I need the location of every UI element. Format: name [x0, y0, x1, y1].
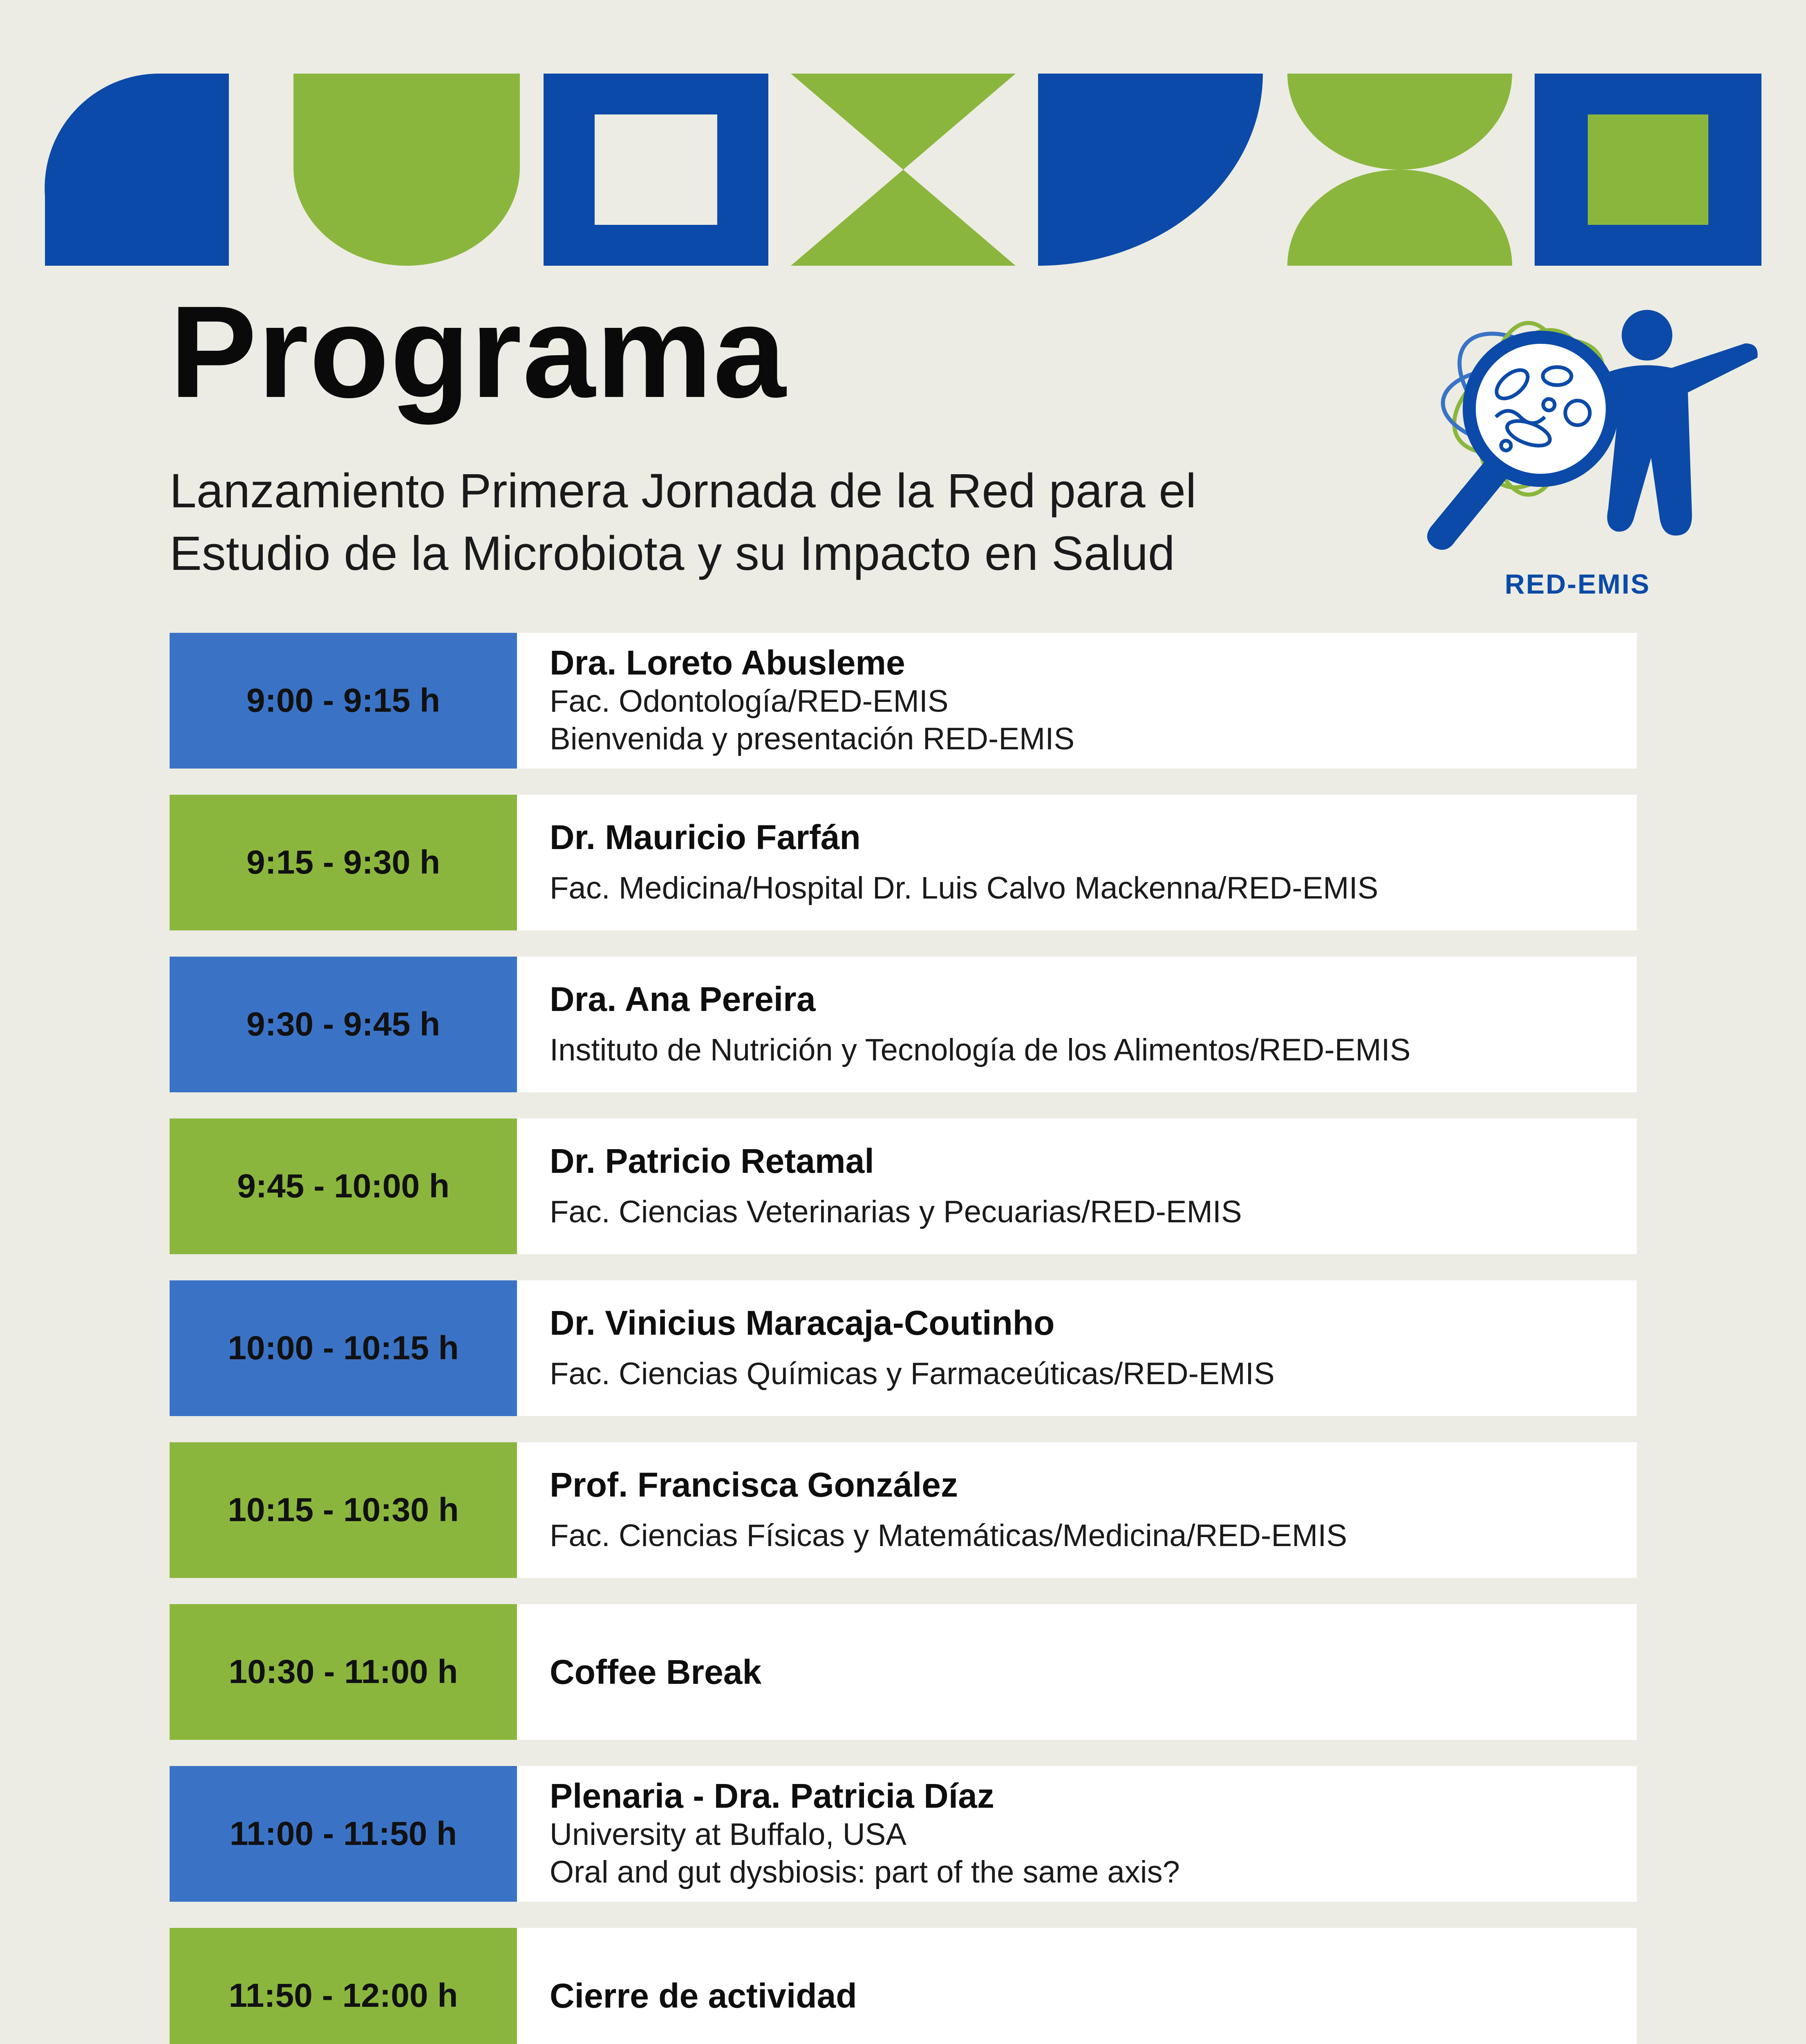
time-slot: 10:00 - 10:15 h [170, 1280, 517, 1416]
speaker-name: Coffee Break [550, 1652, 762, 1691]
speaker-name: Dr. Patricio Retamal [550, 1142, 874, 1181]
session-info [517, 1604, 1637, 1740]
time-slot: 10:15 - 10:30 h [170, 1442, 517, 1578]
session-detail: Instituto de Nutrición y Tecnología de los Alimentos/RED-EMIS [550, 1032, 1411, 1067]
session-info [517, 957, 1637, 1092]
schedule-row [170, 1604, 1637, 1740]
time-slot: 10:30 - 11:00 h [170, 1604, 517, 1740]
time-slot: 9:45 - 10:00 h [170, 1118, 517, 1254]
session-info [517, 795, 1637, 930]
green-hourglass-shape [791, 74, 1016, 266]
speaker-name: Dr. Mauricio Farfán [550, 818, 861, 857]
red-emis-logo [1406, 286, 1766, 613]
top-decorative-band [0, 37, 1806, 266]
subtitle-line: Lanzamiento Primera Jornada de la Red para el [170, 464, 1197, 518]
schedule-row [170, 795, 1637, 930]
schedule-row [170, 1766, 1637, 1902]
session-detail: Fac. Medicina/Hospital Dr. Luis Calvo Mackenna/RED-EMIS [550, 870, 1379, 905]
magnifier-person-microbe-icon [1406, 286, 1766, 613]
session-info [517, 1766, 1637, 1902]
session-info [517, 1928, 1637, 2044]
schedule-row [170, 633, 1637, 769]
session-detail: Oral and gut dysbiosis: part of the same axis? [550, 1855, 1180, 1890]
blue-d-shape [1038, 74, 1263, 266]
schedule-row [170, 1280, 1637, 1416]
schedule-table [170, 633, 1637, 2044]
time-slot: 11:50 - 12:00 h [170, 1928, 517, 2044]
page-title: Programa [170, 278, 787, 425]
session-info [517, 1118, 1637, 1254]
session-detail: Fac. Ciencias Veterinarias y Pecuarias/RED-EMIS [550, 1194, 1242, 1229]
page-subtitle [170, 460, 1396, 585]
session-detail: Fac. Ciencias Químicas y Farmaceúticas/RED-EMIS [550, 1356, 1275, 1391]
session-info [517, 1442, 1637, 1578]
time-slot: 9:30 - 9:45 h [170, 957, 517, 1092]
session-detail: University at Buffalo, USA [550, 1817, 906, 1852]
session-detail: Fac. Ciencias Físicas y Matemáticas/Medicina/RED-EMIS [550, 1518, 1347, 1553]
blue-square-green-center-shape [1535, 74, 1761, 266]
session-detail: Bienvenida y presentación RED-EMIS [550, 722, 1075, 757]
subtitle-line: Estudio de la Microbiota y su Impacto en Salud [170, 527, 1175, 581]
speaker-name: Dra. Loreto Abusleme [550, 643, 905, 682]
green-arch-shape [293, 74, 520, 266]
logo-text: RED-EMIS [1504, 569, 1651, 600]
speaker-name: Plenaria - Dra. Patricia Díaz [550, 1776, 994, 1815]
schedule-row [170, 1118, 1637, 1254]
time-slot: 9:15 - 9:30 h [170, 795, 517, 930]
time-slot: 9:00 - 9:15 h [170, 633, 517, 769]
speaker-name: Prof. Francisca González [550, 1466, 958, 1504]
session-info [517, 633, 1637, 769]
speaker-name: Dr. Vinicius Maracaja-Coutinho [550, 1304, 1055, 1342]
blue-hollow-square-shape [544, 74, 768, 266]
time-slot: 11:00 - 11:50 h [170, 1766, 517, 1902]
speaker-name: Dra. Ana Pereira [550, 980, 816, 1019]
schedule-row [170, 1928, 1637, 2044]
speaker-name: Cierre de actividad [550, 1976, 857, 2015]
session-info [517, 1280, 1637, 1416]
schedule-row [170, 1442, 1637, 1578]
session-detail: Fac. Odontología/RED-EMIS [550, 684, 949, 719]
schedule-row [170, 957, 1637, 1092]
green-double-semicircle-shape [1287, 74, 1512, 266]
